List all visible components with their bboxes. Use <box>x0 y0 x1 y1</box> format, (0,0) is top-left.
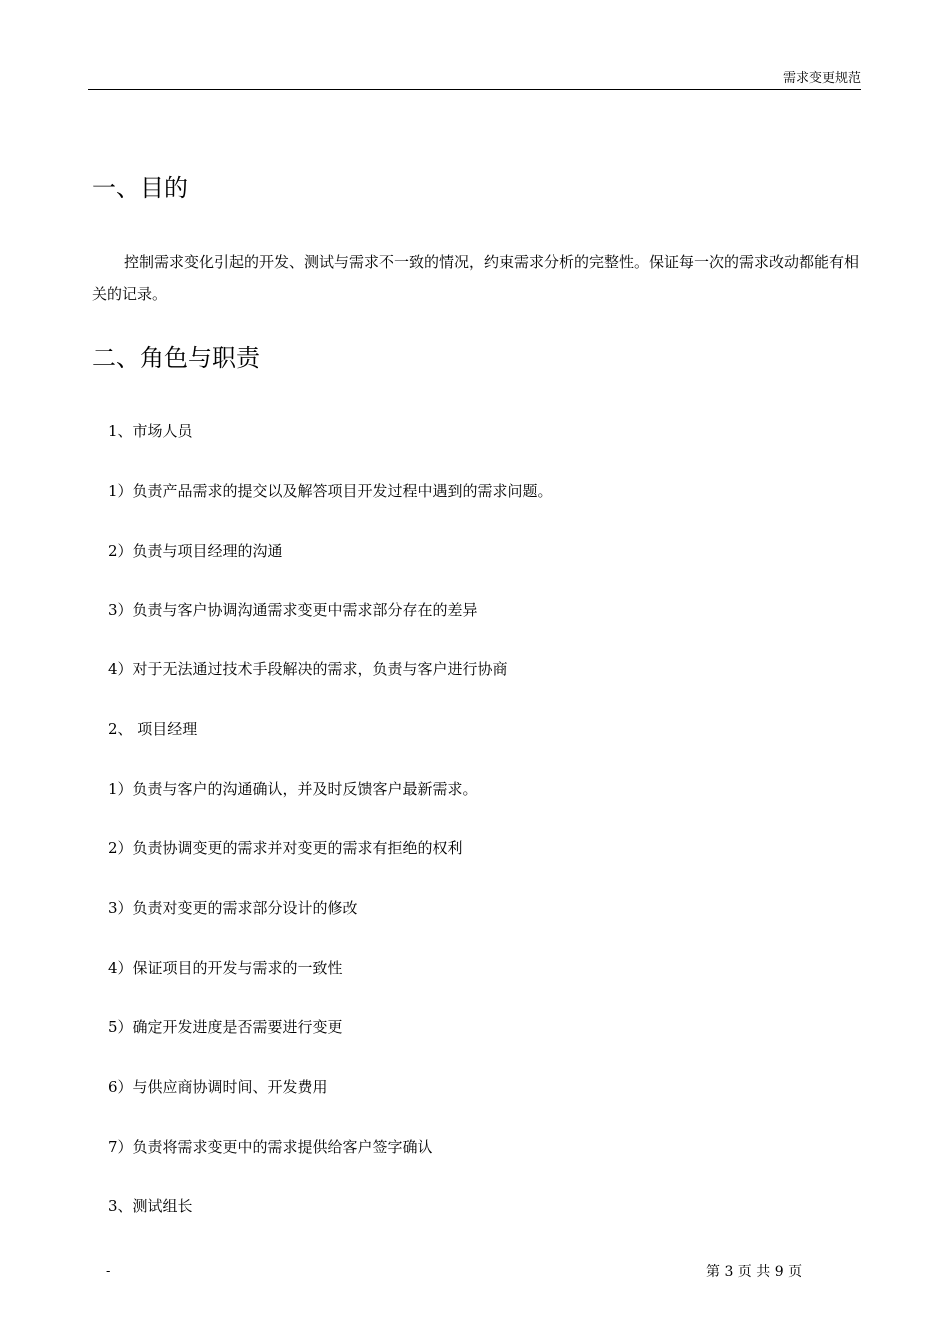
list-item: 7）负责将需求变更中的需求提供给客户签字确认 <box>108 1138 433 1156</box>
list-item: 2）负责协调变更的需求并对变更的需求有拒绝的权利 <box>108 839 463 857</box>
page-number: 第 3 页 共 9 页 <box>706 1264 803 1280</box>
list-item: 2）负责与项目经理的沟通 <box>108 542 283 560</box>
list-item: 4）保证项目的开发与需求的一致性 <box>108 959 343 977</box>
section-heading-roles: 二、角色与职责 <box>92 344 260 372</box>
list-item: 5）确定开发进度是否需要进行变更 <box>108 1018 343 1036</box>
header-title: 需求变更规范 <box>782 71 861 86</box>
list-item: 1）负责产品需求的提交以及解答项目开发过程中遇到的需求问题。 <box>108 482 553 500</box>
section-heading-purpose: 一、目的 <box>92 174 188 202</box>
purpose-paragraph: 控制需求变化引起的开发、测试与需求不一致的情况，约束需求分析的完整性。保证每一次的需求改动都能有相关的记录。 <box>92 253 860 303</box>
footer-mark: - <box>106 1264 111 1279</box>
list-item: 3、测试组长 <box>108 1197 193 1215</box>
list-item: 1）负责与客户的沟通确认，并及时反馈客户最新需求。 <box>108 780 478 798</box>
list-item: 3）负责与客户协调沟通需求变更中需求部分存在的差异 <box>108 601 478 619</box>
list-item: 6）与供应商协调时间、开发费用 <box>108 1078 328 1096</box>
list-item: 2、 项目经理 <box>108 720 198 738</box>
list-item: 3）负责对变更的需求部分设计的修改 <box>108 899 358 917</box>
list-item: 1、市场人员 <box>108 422 193 440</box>
page-header <box>88 68 861 90</box>
list-item: 4）对于无法通过技术手段解决的需求，负责与客户进行协商 <box>108 660 508 678</box>
